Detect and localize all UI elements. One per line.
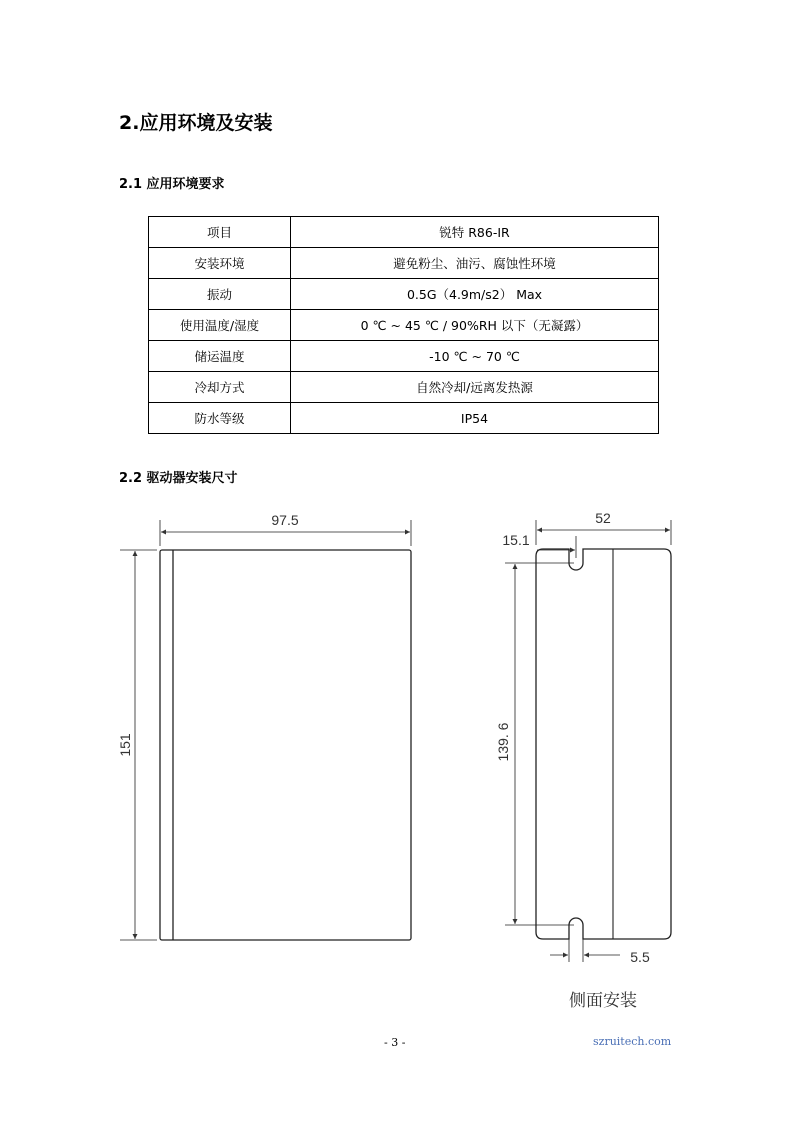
section-title-environment: 2.1 应用环境要求 xyxy=(119,177,225,192)
section-title-dimensions: 2.2 驱动器安装尺寸 xyxy=(119,471,238,486)
row-value: 0 ℃ ~ 45 ℃ / 90%RH 以下（无凝露） xyxy=(291,310,659,341)
row-label: 储运温度 xyxy=(149,341,291,372)
page-number: - 3 - xyxy=(384,1036,406,1049)
row-value: -10 ℃ ~ 70 ℃ xyxy=(291,341,659,372)
front-height-label: 151 xyxy=(117,733,133,757)
page-heading: 2.应用环境及安装 xyxy=(119,112,273,134)
driver-body-outline xyxy=(160,550,411,940)
row-label: 防水等级 xyxy=(149,403,291,434)
side-view xyxy=(505,520,671,962)
front-width-label: 97.5 xyxy=(271,512,299,528)
front-view xyxy=(120,520,411,940)
row-value: 避免粉尘、油污、腐蚀性环境 xyxy=(291,248,659,279)
row-label: 安装环境 xyxy=(149,248,291,279)
side-mount-caption: 侧面安装 xyxy=(569,991,637,1011)
row-value: IP54 xyxy=(291,403,659,434)
side-width-label: 52 xyxy=(595,510,611,526)
row-label: 项目 xyxy=(149,217,291,248)
slot-width-label: 5.5 xyxy=(630,949,650,965)
row-label: 使用温度/湿度 xyxy=(149,310,291,341)
side-body-outline xyxy=(536,549,671,939)
notch-offset-label: 15.1 xyxy=(502,532,530,548)
row-value: 锐特 R86-IR xyxy=(291,217,659,248)
row-label: 振动 xyxy=(149,279,291,310)
hole-pitch-label: 139. 6 xyxy=(495,722,511,762)
website-link[interactable]: szruitech.com xyxy=(593,1035,672,1048)
row-label: 冷却方式 xyxy=(149,372,291,403)
row-value: 0.5G（4.9m/s2） Max xyxy=(291,279,659,310)
row-value: 自然冷却/远离发热源 xyxy=(291,372,659,403)
